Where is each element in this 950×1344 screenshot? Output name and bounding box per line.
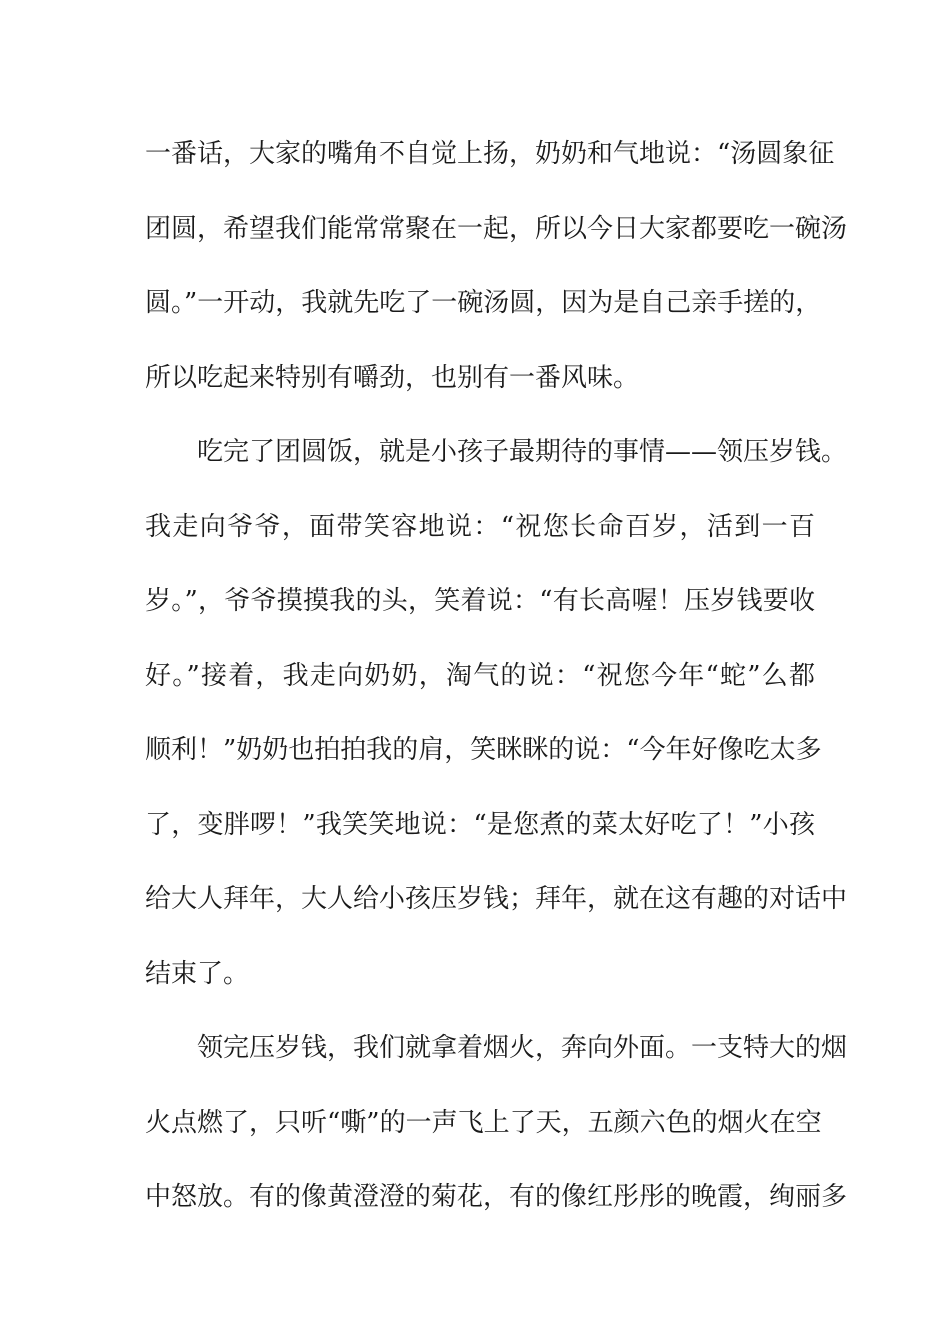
text-line: 我走向爷爷，面带笑容地说：“祝您长命百岁，活到一百 [145,511,815,542]
text-line: 一番话，大家的嘴角不自觉上扬，奶奶和气地说：“汤圆象征 [145,139,835,169]
text-line: 岁。”，爷爷摸摸我的头，笑着说：“有长高喔！压岁钱要收 [145,586,815,616]
text-line: 顺利！”奶奶也拍拍我的肩，笑眯眯的说：“今年好像吃太多 [145,735,822,765]
text-line: 吃完了团圆饭，就是小孩子最期待的事情——领压岁钱。 [145,437,848,467]
text-line: 团圆，希望我们能常常聚在一起，所以今日大家都要吃一碗汤 [145,213,848,244]
text-line: 火点燃了，只听“嘶”的一声飞上了天，五颜六色的烟火在空 [145,1107,822,1138]
body-text [145,132,848,1250]
text-line: 结束了。 [145,958,250,989]
text-line: 所以吃起来特别有嚼劲，也别有一番风味。 [145,362,640,393]
text-line: 中怒放。有的像黄澄澄的菊花，有的像红彤彤的晚霞，绚丽多 [145,1182,848,1212]
text-line: 好。”接着，我走向奶奶，淘气的说：“祝您今年“蛇”么都 [145,660,815,691]
text-line: 圆。”一开动，我就先吃了一碗汤圆，因为是自己亲手搓的， [145,288,822,318]
text-line: 给大人拜年，大人给小孩压岁钱；拜年，就在这有趣的对话中 [145,884,848,914]
text-line: 领完压岁钱，我们就拿着烟火，奔向外面。一支特大的烟 [145,1033,848,1063]
text-line: 了，变胖啰！”我笑笑地说：“是您煮的菜太好吃了！”小孩 [145,809,815,840]
